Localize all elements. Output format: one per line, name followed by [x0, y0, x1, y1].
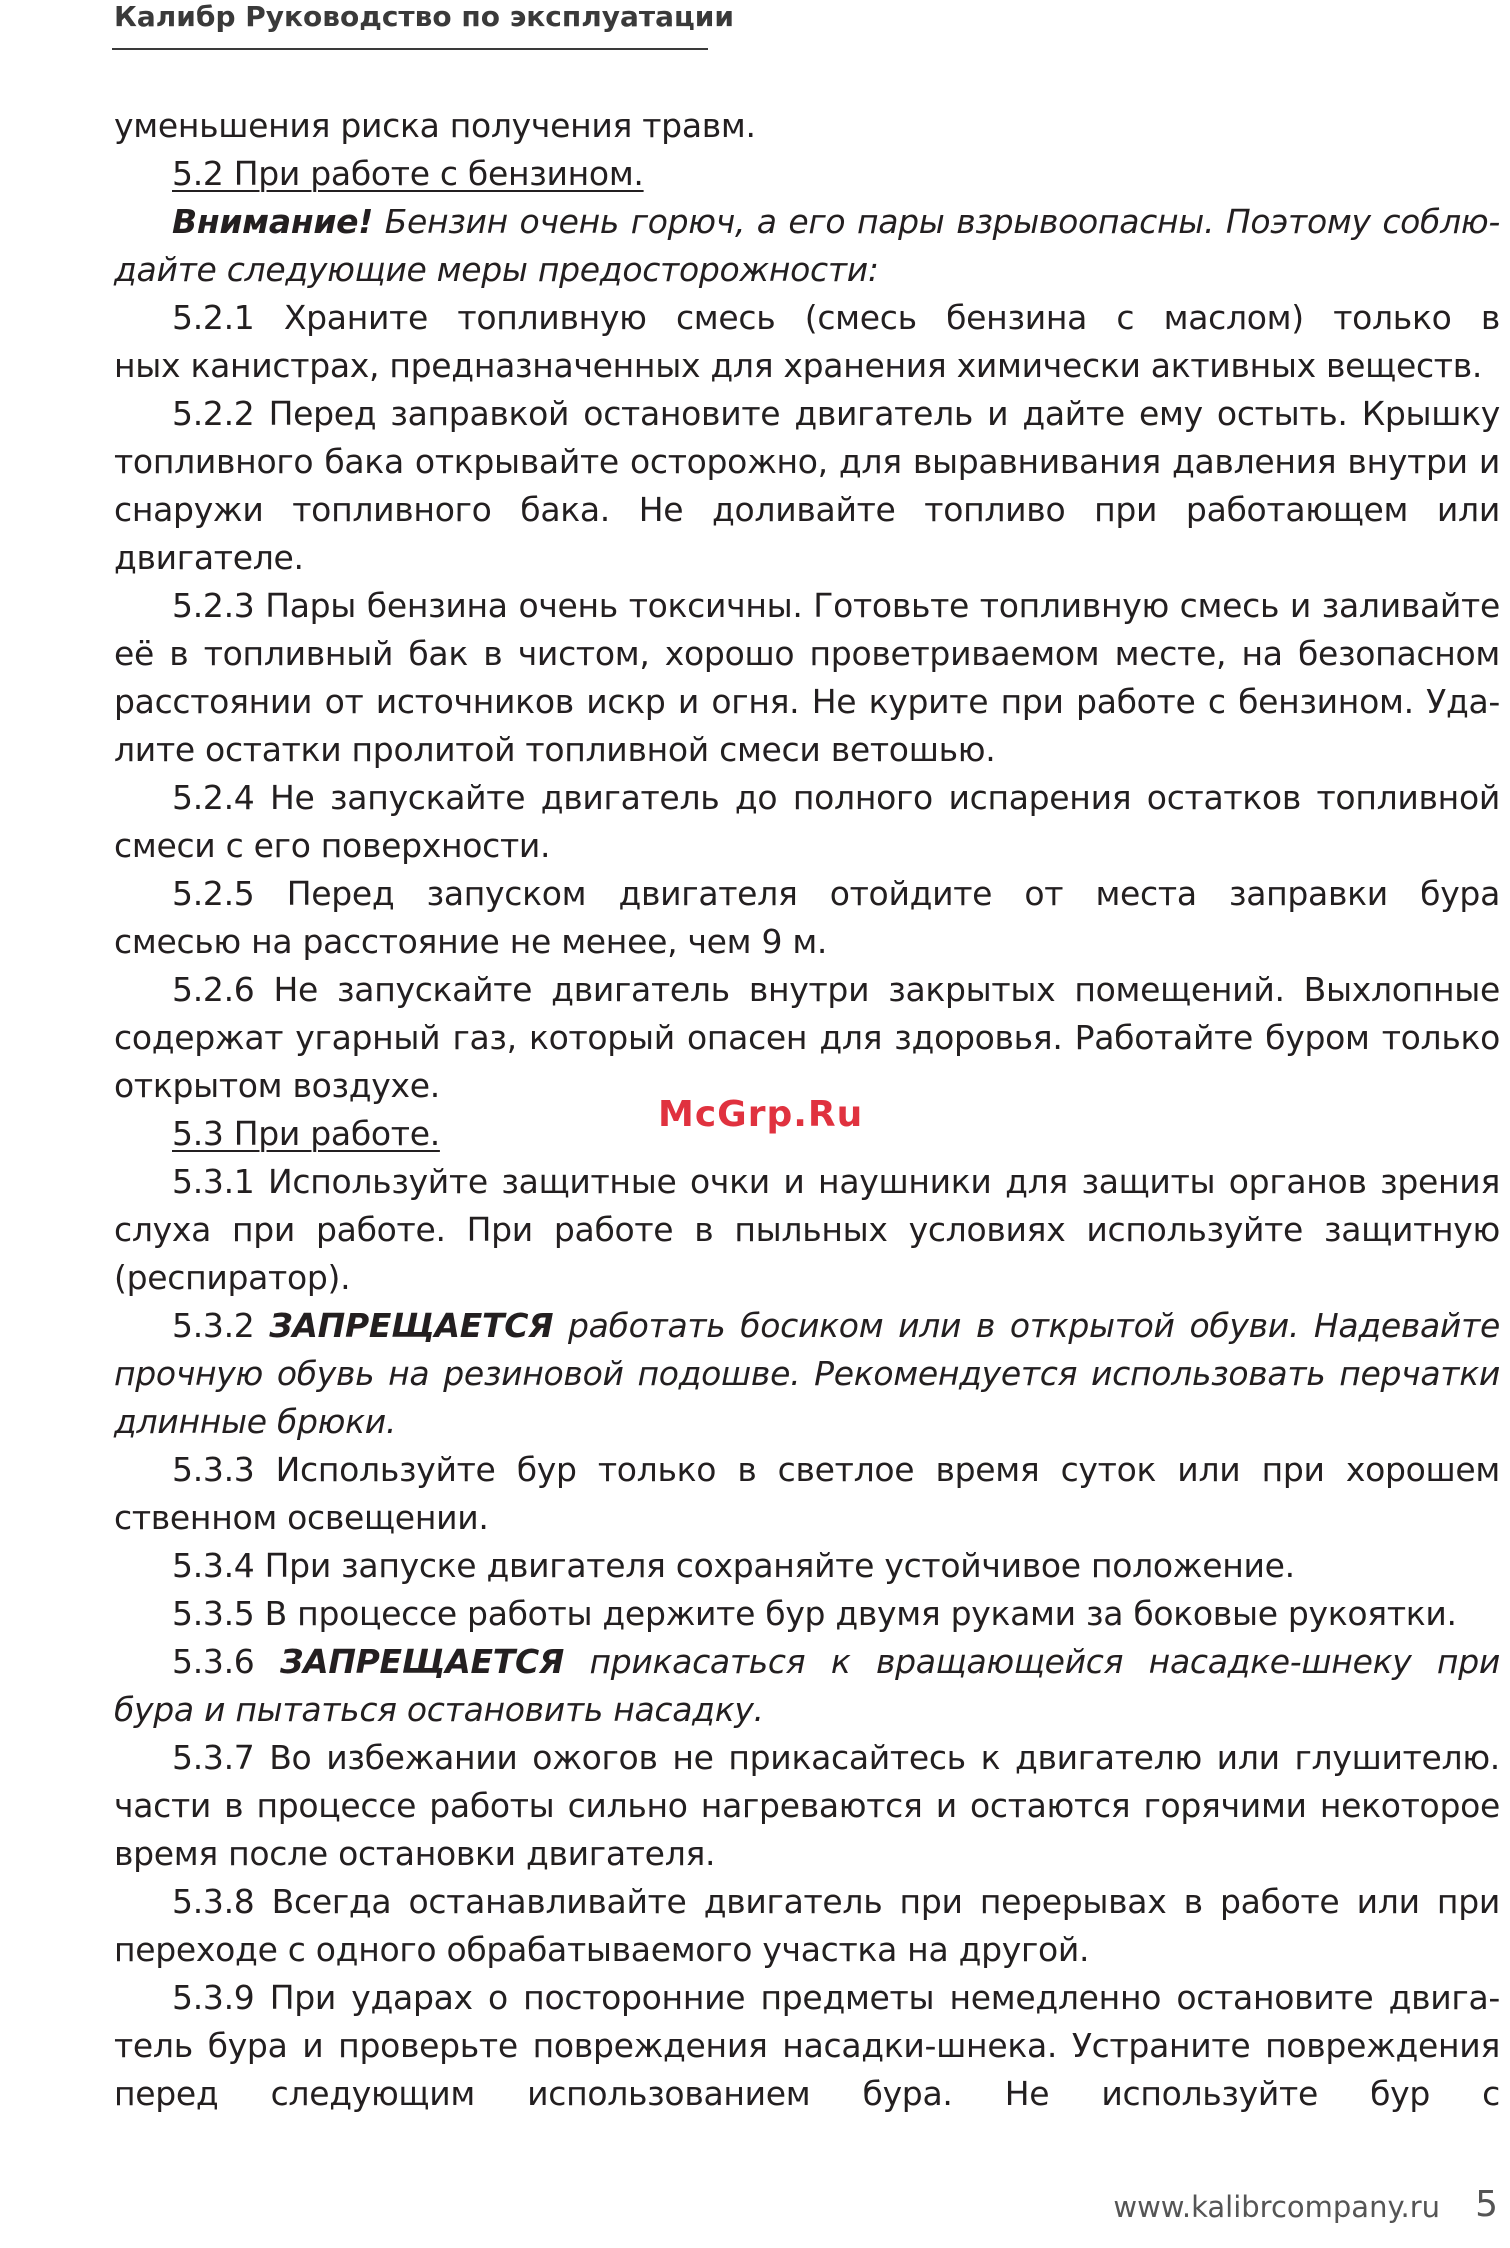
- line-text: смеси с его поверхности.: [114, 826, 551, 865]
- line-text: слуха при работе. При работе в пыльных условиях используйте защитную: [114, 1210, 1500, 1249]
- text-line: [114, 678, 1500, 726]
- text-line: [114, 102, 1500, 150]
- text-line: [114, 534, 1500, 582]
- line-text: ственном освещении.: [114, 1498, 489, 1537]
- emphasis-lead: ЗАПРЕЩАЕТСЯ: [269, 1306, 554, 1345]
- emphasis-lead: ЗАПРЕЩАЕТСЯ: [279, 1642, 564, 1681]
- text-line: [114, 1206, 1500, 1254]
- line-text: Бензин очень горюч, а его пары взрывоопасны. Поэтому соблю-: [372, 202, 1500, 241]
- text-line: [114, 1974, 1500, 2022]
- line-text: 5.3.8 Всегда останавливайте двигатель при перерывах в работе или при: [172, 1882, 1500, 1921]
- clause-number: 5.3.6: [172, 1642, 280, 1681]
- header-title: Калибр Руководство по эксплуатации: [114, 0, 735, 33]
- text-line: [114, 246, 1500, 294]
- text-line: [114, 1542, 1500, 1590]
- line-text: 5.3.4 При запуске двигателя сохраняйте устойчивое положение.: [172, 1546, 1295, 1585]
- line-text: 5.3.1 Используйте защитные очки и наушники для защиты органов зрения: [172, 1162, 1500, 1201]
- text-line: [114, 1734, 1500, 1782]
- line-text: содержат угарный газ, который опасен для здоровья. Работайте буром только: [114, 1018, 1500, 1057]
- text-line: [114, 1446, 1500, 1494]
- text-line: [114, 1494, 1500, 1542]
- text-line: [114, 390, 1500, 438]
- line-text: прикасаться к вращающейся насадке-шнеку при: [589, 1642, 1500, 1681]
- line-text: переходе с одного обрабатываемого участка на другой.: [114, 1930, 1090, 1969]
- line-text: 5.2.3 Пары бензина очень токсичны. Готовьте топливную смесь и заливайте: [172, 586, 1500, 625]
- text-line: [114, 1782, 1500, 1830]
- page-header: [112, 0, 735, 50]
- page-number: 5: [1475, 2184, 1498, 2225]
- text-line: [114, 1302, 1500, 1350]
- text-line: [114, 1830, 1500, 1878]
- line-text: её в топливный бак в чистом, хорошо проветриваемом месте, на безопасном: [114, 634, 1500, 673]
- text-line: [114, 1254, 1500, 1302]
- line-text: части в процессе работы сильно нагреваются и остаются горячими некоторое: [114, 1786, 1500, 1825]
- line-text: 5.3.3 Используйте бур только в светлое время суток или при хорошем: [172, 1450, 1500, 1489]
- line-text: 5.3.7 Во избежании ожогов не прикасайтесь к двигателю или глушителю.: [172, 1738, 1500, 1777]
- section-heading: 5.2 При работе с бензином.: [172, 154, 644, 193]
- section-heading: 5.3 При работе.: [172, 1114, 440, 1153]
- line-text: прочную обувь на резиновой подошве. Рекомендуется использовать перчатки: [114, 1354, 1500, 1393]
- text-line: [114, 726, 1500, 774]
- text-line: [114, 1926, 1500, 1974]
- text-line: [114, 2070, 1500, 2118]
- line-text: 5.3.9 При ударах о посторонние предметы немедленно остановите двига-: [172, 1978, 1500, 2017]
- line-text: время после остановки двигателя.: [114, 1834, 716, 1873]
- line-text: 5.2.5 Перед запуском двигателя отойдите от места заправки бура: [172, 874, 1500, 913]
- clause-number: 5.3.2: [172, 1306, 270, 1345]
- text-line: [114, 870, 1500, 918]
- text-line: [114, 150, 1500, 198]
- text-line: [114, 438, 1500, 486]
- text-line: [114, 822, 1500, 870]
- line-text: дайте следующие меры предосторожности:: [114, 250, 879, 289]
- text-line: [114, 966, 1500, 1014]
- text-line: [114, 1014, 1500, 1062]
- line-text: лите остатки пролитой топливной смеси ветошью.: [114, 730, 996, 769]
- line-text: снаружи топливного бака. Не доливайте топливо при работающем или: [114, 490, 1500, 529]
- text-line: [114, 198, 1500, 246]
- emphasis-lead: Внимание!: [172, 202, 373, 241]
- line-text: 5.2.4 Не запускайте двигатель до полного испарения остатков топливной: [172, 778, 1500, 817]
- text-line: [114, 1878, 1500, 1926]
- line-text: 5.2.1 Храните топливную смесь (смесь бензина с маслом) только в: [172, 298, 1500, 337]
- line-text: открытом воздухе.: [114, 1066, 440, 1105]
- line-text: расстоянии от источников искр и огня. Не курите при работе с бензином. Уда-: [114, 682, 1500, 721]
- footer-url[interactable]: www.kalibrcompany.ru: [1113, 2190, 1440, 2224]
- text-line: [114, 1350, 1500, 1398]
- line-text: ных канистрах, предназначенных для хранения химически активных веществ.: [114, 346, 1483, 385]
- line-text: топливного бака открывайте осторожно, для выравнивания давления внутри и: [114, 442, 1500, 481]
- text-line: [114, 1686, 1500, 1734]
- line-text: 5.3.5 В процессе работы держите бур двумя руками за боковые рукоятки.: [172, 1594, 1457, 1633]
- text-line: [114, 486, 1500, 534]
- text-line: [114, 1398, 1500, 1446]
- line-text: двигателе.: [114, 538, 304, 577]
- text-line: [114, 2022, 1500, 2070]
- line-text: работать босиком или в открытой обуви. Надевайте: [553, 1306, 1500, 1345]
- line-text: тель бура и проверьте повреждения насадки-шнека. Устраните повреждения: [114, 2026, 1500, 2065]
- line-text: 5.2.2 Перед заправкой остановите двигатель и дайте ему остыть. Крышку: [172, 394, 1500, 433]
- text-line: [114, 1590, 1500, 1638]
- text-line: [114, 630, 1500, 678]
- text-line: [114, 1158, 1500, 1206]
- text-line: [114, 342, 1500, 390]
- line-text: (респиратор).: [114, 1258, 351, 1297]
- line-text: смесью на расстояние не менее, чем 9 м.: [114, 922, 828, 961]
- line-text: длинные брюки.: [114, 1402, 397, 1441]
- watermark: McGrp.Ru: [658, 1094, 864, 1135]
- line-text: уменьшения риска получения травм.: [114, 106, 756, 145]
- text-line: [114, 774, 1500, 822]
- line-text: 5.2.6 Не запускайте двигатель внутри закрытых помещений. Выхлопные: [172, 970, 1500, 1009]
- line-text: перед следующим использованием бура. Не используйте бур с: [114, 2074, 1500, 2113]
- text-line: [114, 582, 1500, 630]
- text-line: [114, 918, 1500, 966]
- line-text: бура и пытаться остановить насадку.: [114, 1690, 764, 1729]
- text-line: [114, 294, 1500, 342]
- text-line: [114, 1638, 1500, 1686]
